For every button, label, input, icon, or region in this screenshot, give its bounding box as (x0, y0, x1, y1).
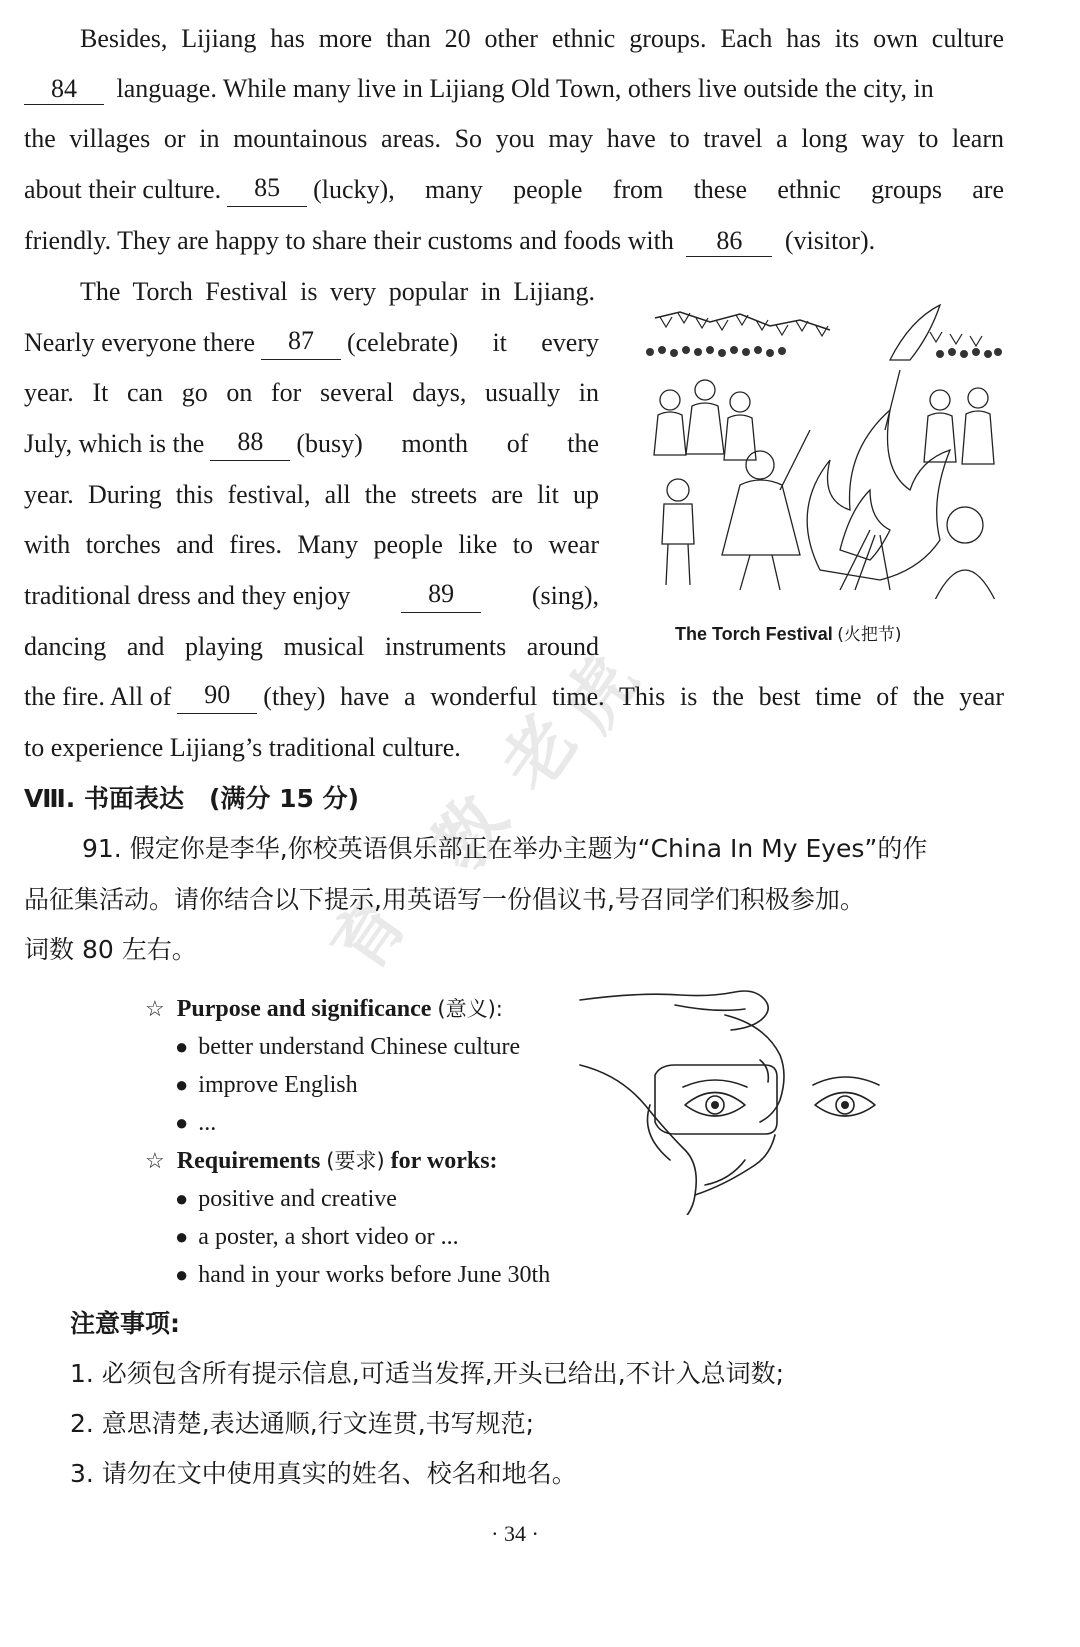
requirements-zh: (要求) (326, 1149, 385, 1173)
passage-text: language. While many live in Lijiang Old Town, others live outside the city, in (116, 74, 934, 103)
passage-line: to experience Lijiang’s traditional culture. (24, 733, 461, 762)
purpose-item: ● improve English (175, 1072, 358, 1098)
bullet-icon: ● (175, 1186, 189, 1211)
watermark-char: 育 (315, 881, 424, 986)
passage-text: about their culture. (24, 175, 222, 204)
blank-88[interactable]: 88 (210, 427, 290, 461)
passage-line (24, 326, 599, 360)
watermark-char: 老 (485, 701, 594, 806)
question-line: 91. 假定你是李华,你校英语俱乐部正在举办主题为“China In My Eyes”的作 (82, 834, 928, 863)
purpose-heading (145, 990, 550, 1028)
purpose-zh: (意义): (437, 997, 503, 1021)
passage-text: July, which is the (24, 429, 205, 458)
passage-line (24, 427, 599, 461)
requirement-item: ● positive and creative (175, 1186, 397, 1212)
writing-tips (145, 990, 550, 1294)
question-line: 品征集活动。请你结合以下提示,用英语写一份倡议书,号召同学们积极参加。 (24, 885, 865, 914)
torch-festival-illustration (640, 290, 1006, 600)
purpose-item: ● better understand Chinese culture (175, 1034, 521, 1060)
passage-line (24, 579, 599, 613)
passage-line (24, 173, 1004, 207)
section-title: Ⅷ. 书面表达 (满分 15 分) (24, 784, 360, 813)
passage-line: year. It can go on for several days, usually in (24, 378, 599, 407)
passage-text: (sing), (531, 581, 599, 610)
bullet-icon: ● (175, 1224, 189, 1249)
notes-item: 1. 必须包含所有提示信息,可适当发挥,开头已给出,不计入总词数; (70, 1359, 785, 1388)
passage-line: The Torch Festival is very popular in Lijiang. (80, 277, 595, 306)
passage-text: (visitor). (784, 226, 876, 255)
bullet-icon: ● (175, 1072, 189, 1097)
blank-89[interactable]: 89 (401, 579, 481, 613)
passage-text: Nearly everyone there (24, 328, 255, 357)
passage-line: Besides, Lijiang has more than 20 other ethnic groups. Each has its own culture (80, 24, 1004, 53)
star-icon: ☆ (145, 1148, 165, 1173)
purpose-title: Purpose and significance (176, 996, 432, 1022)
watermark-char: 教 (415, 781, 524, 886)
passage-text: the fire. All of (24, 682, 172, 711)
bullet-icon: ● (175, 1110, 189, 1135)
passage-line: with torches and fires. Many people like to wear (24, 530, 599, 559)
figure-caption (675, 620, 901, 645)
blank-84[interactable]: 84 (24, 74, 104, 105)
notes-item: 2. 意思清楚,表达通顺,行文连贯,书写规范; (70, 1409, 535, 1438)
eyes-framed-by-hands-illustration (575, 985, 895, 1215)
passage-text: (celebrate) it every (346, 328, 599, 357)
bullet-icon: ● (175, 1262, 189, 1287)
passage-text: traditional dress and they enjoy (24, 581, 351, 610)
passage-line (24, 680, 1004, 714)
requirements-title: Requirements (176, 1148, 321, 1174)
passage-text: friendly. They are happy to share their customs and foods with (24, 226, 674, 255)
caption-chinese: (火把节) (837, 625, 902, 645)
blank-86[interactable]: 86 (686, 226, 772, 257)
bullet-icon: ● (175, 1034, 189, 1059)
passage-text: (busy) month of the (296, 429, 599, 458)
passage-line: the villages or in mountainous areas. So you may have to travel a long way to learn (24, 124, 1004, 153)
star-icon: ☆ (145, 996, 165, 1021)
passage-line: year. During this festival, all the streets are lit up (24, 480, 599, 509)
notes-item: 3. 请勿在文中使用真实的姓名、校名和地名。 (70, 1459, 577, 1488)
blank-90[interactable]: 90 (177, 680, 257, 714)
passage-text: (lucky), many people from these ethnic groups are (313, 175, 1004, 204)
page-number: · 34 · (491, 1521, 539, 1546)
passage-line: dancing and playing musical instruments around (24, 632, 599, 661)
passage-line (24, 224, 875, 258)
notes-title: 注意事项: (70, 1309, 180, 1338)
question-line: 词数 80 左右。 (24, 935, 197, 964)
requirement-item: ● hand in your works before June 30th (175, 1262, 551, 1288)
watermark-char: 虎 (545, 641, 654, 746)
purpose-item: ● ... (175, 1110, 217, 1136)
requirements-heading (145, 1142, 550, 1180)
requirement-item: ● a poster, a short video or ... (175, 1224, 459, 1250)
requirements-title-suffix: for works: (390, 1148, 498, 1174)
caption-english: The Torch Festival (675, 624, 833, 644)
blank-87[interactable]: 87 (261, 326, 341, 360)
blank-85[interactable]: 85 (227, 173, 307, 207)
passage-text: (they) have a wonderful time. This is the best time of the year (263, 682, 1004, 711)
passage-line (24, 72, 934, 106)
